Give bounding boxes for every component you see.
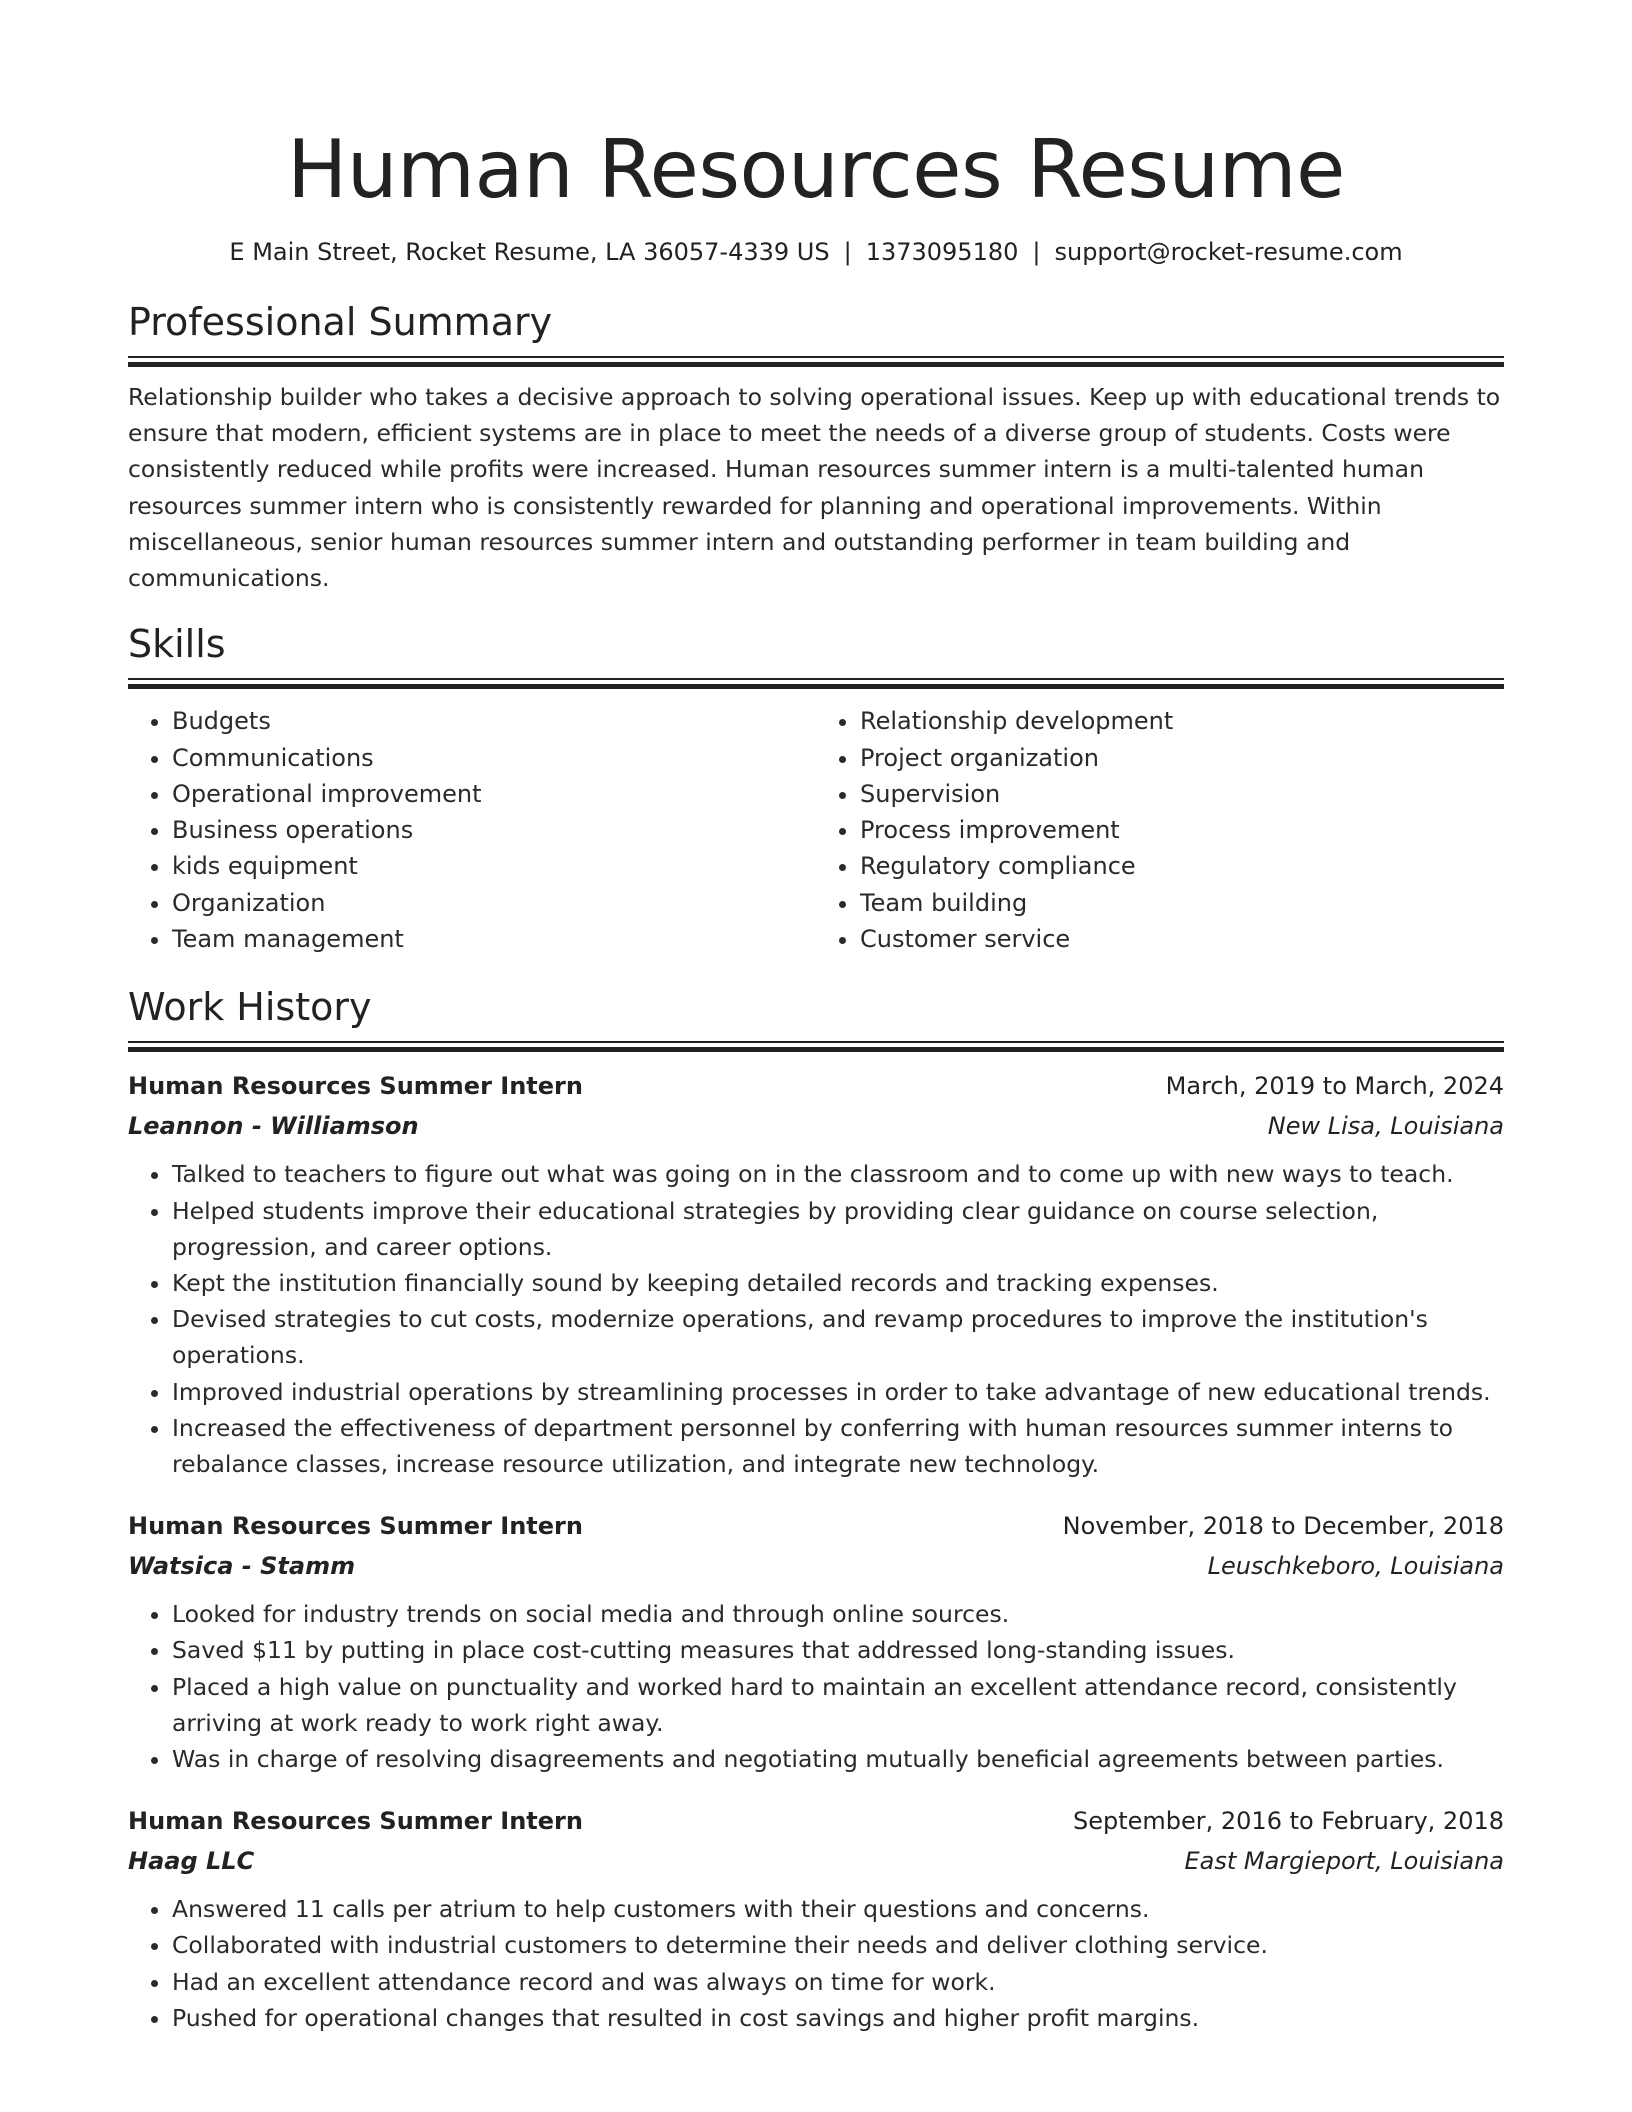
section-divider bbox=[128, 356, 1504, 367]
section-title-skills: Skills bbox=[128, 622, 226, 667]
job-dates: November, 2018 to December, 2018 bbox=[1062, 1512, 1504, 1541]
job-bullet: • Helped students improve their educational strategies by providing clear guidance on course selection, progression, and career options. bbox=[172, 1193, 1504, 1265]
job-dates: March, 2019 to March, 2024 bbox=[1165, 1072, 1504, 1101]
skill-item: • kids equipment bbox=[172, 848, 816, 884]
skill-item: • Budgets bbox=[172, 703, 816, 739]
skill-item: • Relationship development bbox=[860, 703, 1504, 739]
skill-item: • Customer service bbox=[860, 921, 1504, 957]
job-title: Human Resources Summer Intern bbox=[128, 1072, 583, 1101]
skill-item: • Team management bbox=[172, 921, 816, 957]
job-bullet: • Answered 11 calls per atrium to help customers with their questions and concerns. bbox=[172, 1891, 1504, 1927]
job-dates: September, 2016 to February, 2018 bbox=[1072, 1807, 1504, 1836]
job-bullets bbox=[128, 1156, 1504, 1482]
skills-list-right bbox=[816, 703, 1504, 957]
job-bullet: • Placed a high value on punctuality and worked hard to maintain an excellent attendance record, consistently arriving at work ready to work right away. bbox=[172, 1669, 1504, 1741]
contact-email: support@rocket-resume.com bbox=[1054, 238, 1403, 266]
job-company-row bbox=[128, 1546, 1504, 1586]
job-company-row bbox=[128, 1841, 1504, 1881]
job-bullet: • Kept the institution financially sound by keeping detailed records and tracking expenses. bbox=[172, 1265, 1504, 1301]
skills-list-left bbox=[128, 703, 816, 957]
job-header-row bbox=[128, 1801, 1504, 1841]
summary-section bbox=[128, 298, 1504, 596]
skill-item: • Operational improvement bbox=[172, 776, 816, 812]
job-bullets bbox=[128, 1596, 1504, 1777]
skill-item: • Regulatory compliance bbox=[860, 848, 1504, 884]
job-title: Human Resources Summer Intern bbox=[128, 1807, 583, 1836]
section-divider bbox=[128, 1041, 1504, 1052]
skill-item: • Business operations bbox=[172, 812, 816, 848]
skills-columns bbox=[128, 703, 1504, 957]
skill-item: • Organization bbox=[172, 885, 816, 921]
job-entry bbox=[128, 1801, 1504, 2036]
contact-line bbox=[128, 236, 1504, 268]
job-bullet: • Saved $11 by putting in place cost-cutting measures that addressed long-standing issues. bbox=[172, 1632, 1504, 1668]
job-bullet: • Looked for industry trends on social media and through online sources. bbox=[172, 1596, 1504, 1632]
job-company: Watsica - Stamm bbox=[128, 1552, 356, 1581]
skill-item: • Supervision bbox=[860, 776, 1504, 812]
skill-item: • Communications bbox=[172, 740, 816, 776]
job-bullets bbox=[128, 1891, 1504, 2036]
job-company: Leannon - Williamson bbox=[128, 1112, 419, 1141]
job-location: Leuschkeboro, Louisiana bbox=[1207, 1552, 1504, 1581]
skill-item: • Process improvement bbox=[860, 812, 1504, 848]
contact-separator: | bbox=[1032, 238, 1041, 266]
job-bullet: • Improved industrial operations by streamlining processes in order to take advantage of new educational trends. bbox=[172, 1374, 1504, 1410]
job-location: East Margieport, Louisiana bbox=[1184, 1847, 1504, 1876]
summary-text: Relationship builder who takes a decisive approach to solving operational issues. Keep up with educational trends to ensure that modern, efficient systems are in place to meet the needs of a diverse group of students. Costs were consistently reduced while profits were increased. Human resources summer intern is a multi-talented human resources summer intern who is consistently rewarded for planning and operational improvements. Within miscellaneous, senior human resources summer intern and outstanding performer in team building and communications. bbox=[128, 383, 1501, 593]
job-title: Human Resources Summer Intern bbox=[128, 1512, 583, 1541]
contact-separator: | bbox=[843, 238, 852, 266]
section-divider bbox=[128, 678, 1504, 689]
section-title-work-history: Work History bbox=[128, 985, 372, 1030]
job-bullet: • Devised strategies to cut costs, modernize operations, and revamp procedures to improve the institution's operations. bbox=[172, 1301, 1504, 1373]
job-bullet: • Had an excellent attendance record and was always on time for work. bbox=[172, 1964, 1504, 2000]
job-header-row bbox=[128, 1506, 1504, 1546]
job-location: New Lisa, Louisiana bbox=[1267, 1112, 1504, 1141]
job-entry bbox=[128, 1066, 1504, 1482]
resume-name: Human Resources Resume bbox=[287, 123, 1345, 216]
section-title-summary: Professional Summary bbox=[128, 300, 553, 344]
job-company: Haag LLC bbox=[128, 1847, 255, 1876]
job-header-row bbox=[128, 1066, 1504, 1106]
job-bullet: • Talked to teachers to figure out what was going on in the classroom and to come up with new ways to teach. bbox=[172, 1156, 1504, 1192]
contact-phone: 1373095180 bbox=[865, 238, 1019, 266]
contact-address: E Main Street, Rocket Resume, LA 36057-4339 US bbox=[229, 238, 830, 266]
skill-item: • Project organization bbox=[860, 740, 1504, 776]
work-history-section bbox=[128, 983, 1504, 2036]
job-bullet: • Collaborated with industrial customers to determine their needs and deliver clothing service. bbox=[172, 1927, 1504, 1963]
skill-item: • Team building bbox=[860, 885, 1504, 921]
job-entry bbox=[128, 1506, 1504, 1777]
job-bullet: • Pushed for operational changes that resulted in cost savings and higher profit margins. bbox=[172, 2000, 1504, 2036]
job-company-row bbox=[128, 1106, 1504, 1146]
job-bullet: • Increased the effectiveness of department personnel by conferring with human resources summer interns to rebalance classes, increase resource utilization, and integrate new technology. bbox=[172, 1410, 1504, 1482]
job-bullet: • Was in charge of resolving disagreements and negotiating mutually beneficial agreements between parties. bbox=[172, 1741, 1504, 1777]
skills-section bbox=[128, 620, 1504, 957]
